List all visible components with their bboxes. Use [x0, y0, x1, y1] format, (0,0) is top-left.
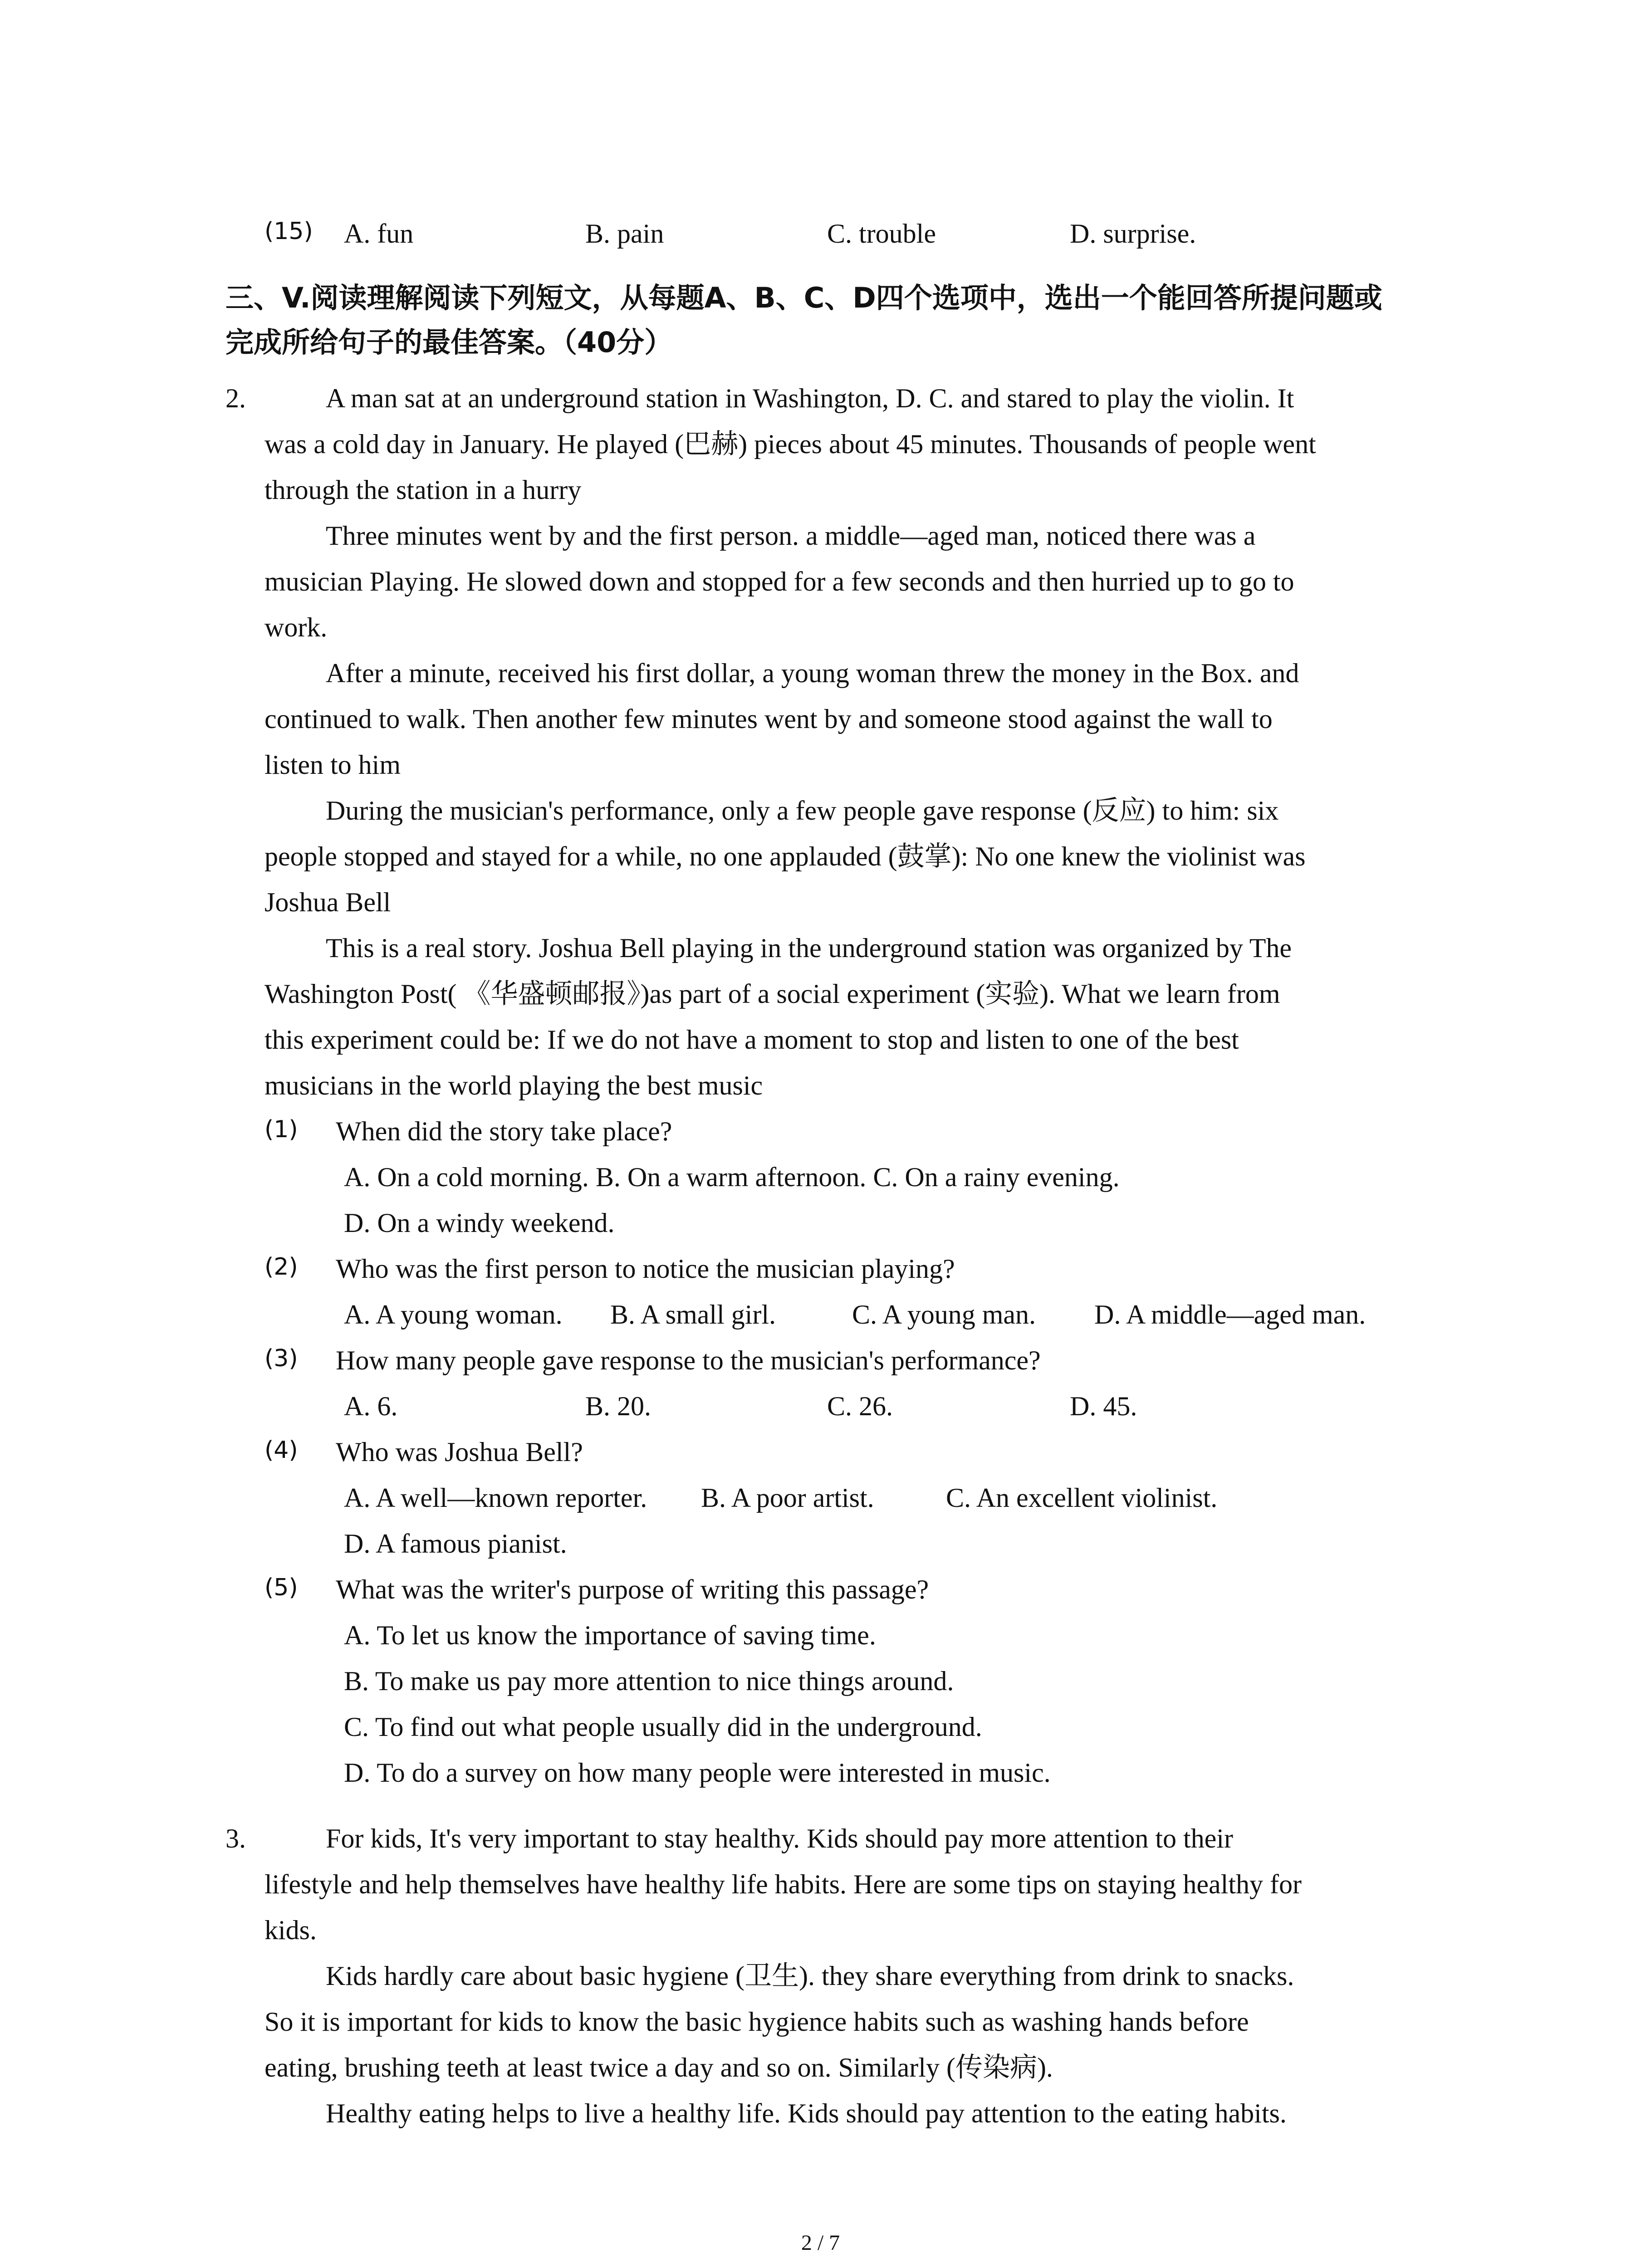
- question-5-option-a: A. To let us know the importance of saving time.: [344, 1620, 876, 1650]
- passage-2-line: work.: [265, 612, 328, 642]
- passage-2-line: people stopped and stayed for a while, no one applauded (鼓掌): No one knew the violinist was: [265, 841, 1306, 871]
- passage-2-line: listen to him: [265, 750, 401, 780]
- question-4-number: (4): [265, 1437, 298, 1464]
- passage-2-line: During the musician's performance, only a few people gave response (反应) to him: six: [326, 796, 1279, 826]
- prev-option-c: C. trouble: [827, 219, 936, 249]
- question-1-options: D. On a windy weekend.: [344, 1208, 615, 1238]
- question-2-number: (2): [265, 1253, 298, 1281]
- page-number: 2 / 7: [801, 2231, 840, 2255]
- question-5-option-b: B. To make us pay more attention to nice things around.: [344, 1666, 954, 1696]
- question-5-text: What was the writer's purpose of writing this passage?: [336, 1574, 929, 1604]
- question-2-option-b: B. A small girl.: [610, 1300, 776, 1330]
- section-title-line-2: 完成所给句子的最佳答案。（40分）: [225, 326, 673, 359]
- question-3-option-a: A. 6.: [344, 1391, 398, 1421]
- question-3-option-d: D. 45.: [1070, 1391, 1137, 1421]
- passage-3-line: For kids, It's very important to stay healthy. Kids should pay more attention to their: [326, 1823, 1233, 1853]
- question-2-option-a: A. A young woman.: [344, 1300, 563, 1330]
- passage-2-line: After a minute, received his first dollar, a young woman threw the money in the Box. and: [326, 658, 1299, 688]
- passage-3-line: Kids hardly care about basic hygiene (卫生). they share everything from drink to snacks.: [326, 1961, 1294, 1991]
- passage-2-line: This is a real story. Joshua Bell playing in the underground station was organized by The: [326, 933, 1292, 963]
- question-1-text: When did the story take place?: [336, 1116, 672, 1146]
- passage-2-line: was a cold day in January. He played (巴赫) pieces about 45 minutes. Thousands of people went: [265, 429, 1316, 459]
- prev-option-d: D. surprise.: [1070, 219, 1196, 249]
- passage-2-line: this experiment could be: If we do not have a moment to stop and listen to one of the best: [265, 1025, 1239, 1055]
- question-2-option-c: C. A young man.: [852, 1300, 1036, 1330]
- passage-3-line: kids.: [265, 1915, 317, 1945]
- question-3-option-b: B. 20.: [585, 1391, 652, 1421]
- passage-2-line: Joshua Bell: [265, 887, 391, 917]
- passage-2-line: through the station in a hurry: [265, 475, 582, 505]
- question-4-option-a: A. A well—known reporter.: [344, 1483, 647, 1513]
- passage-3-line: lifestyle and help themselves have healthy life habits. Here are some tips on staying healthy for: [265, 1869, 1302, 1899]
- question-1-number: (1): [265, 1116, 298, 1143]
- question-4-option-b: B. A poor artist.: [701, 1483, 874, 1513]
- prev-option-b: B. pain: [585, 219, 664, 249]
- question-3-number: (3): [265, 1345, 298, 1372]
- question-5-option-d: D. To do a survey on how many people were interested in music.: [344, 1758, 1051, 1788]
- passage-2-line: continued to walk. Then another few minutes went by and someone stood against the wall to: [265, 704, 1273, 734]
- passage-2-line: Three minutes went by and the first person. a middle—aged man, noticed there was a: [326, 521, 1256, 551]
- passage-2-line: Washington Post( 《华盛顿邮报》)as part of a social experiment (实验). What we learn from: [265, 979, 1280, 1009]
- question-5-number: (5): [265, 1574, 298, 1601]
- prev-option-a: A. fun: [344, 219, 414, 249]
- passage-2-line: musicians in the world playing the best music: [265, 1070, 763, 1100]
- question-3-option-c: C. 26.: [827, 1391, 893, 1421]
- question-4-text: Who was Joshua Bell?: [336, 1437, 583, 1467]
- passage-2-line: A man sat at an underground station in Washington, D. C. and stared to play the violin. It: [326, 383, 1294, 413]
- passage-3-line: So it is important for kids to know the basic hygience habits such as washing hands before: [265, 2007, 1249, 2037]
- passage-2-number: 2.: [225, 383, 246, 413]
- question-1-options: A. On a cold morning. B. On a warm afternoon. C. On a rainy evening.: [344, 1162, 1120, 1192]
- passage-3-line: eating, brushing teeth at least twice a day and so on. Similarly (传染病).: [265, 2053, 1053, 2082]
- section-title-line-1: 三、V.阅读理解阅读下列短文，从每题A、B、C、D四个选项中，选出一个能回答所提问题或: [225, 281, 1382, 314]
- question-3-text: How many people gave response to the musician's performance?: [336, 1345, 1041, 1375]
- question-4-option-c: C. An excellent violinist.: [946, 1483, 1218, 1513]
- question-4-option-d: D. A famous pianist.: [344, 1529, 567, 1559]
- question-2-text: Who was the first person to notice the musician playing?: [336, 1254, 955, 1284]
- passage-3-line: Healthy eating helps to live a healthy life. Kids should pay attention to the eating habits.: [326, 2098, 1287, 2128]
- question-5-option-c: C. To find out what people usually did in the underground.: [344, 1712, 982, 1742]
- passage-2-line: musician Playing. He slowed down and stopped for a few seconds and then hurried up to go to: [265, 567, 1294, 596]
- question-2-option-d: D. A middle—aged man.: [1094, 1300, 1366, 1330]
- prev-question-number: (15): [265, 218, 313, 245]
- passage-3-number: 3.: [225, 1823, 246, 1853]
